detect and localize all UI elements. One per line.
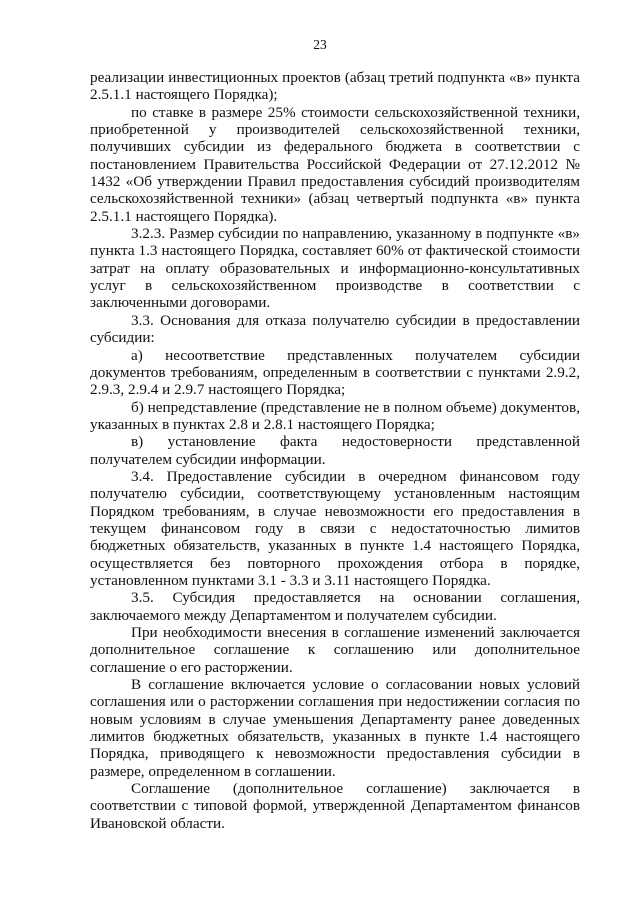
paragraph: а) несоответствие представленных получателем субсидии документов требованиям, определенным в соответствии с пунктами 2.9.2, 2.9.3, 2.9.4 и 2.9.7 настоящего Порядка;	[90, 346, 580, 399]
paragraph: в) установление факта недостоверности представленной получателем субсидии информации.	[90, 433, 580, 468]
paragraph: 3.4. Предоставление субсидии в очередном финансовом году получателю субсидии, соответствующему установленным настоящим Порядком требованиям, в случае невозможности его предоставления в текущем финансовом году в связи с недостаточностью лимитов бюджетных обязательств, указанных в пункте 1.4 настоящего Порядка, осуществляется без повторного прохождения отбора в порядке, установленном пунктами 3.1 - 3.3 и 3.11 настоящего Порядка.	[90, 467, 580, 589]
paragraph: 3.5. Субсидия предоставляется на основании соглашения, заключаемого между Департаментом и получателем субсидии.	[90, 589, 580, 624]
page-number: 23	[313, 37, 327, 52]
paragraph: При необходимости внесения в соглашение изменений заключается дополнительное соглашение к соглашению или дополнительное соглашение о его расторжении.	[90, 624, 580, 676]
document-body	[90, 69, 580, 832]
paragraph: 3.2.3. Размер субсидии по направлению, указанному в подпункте «в» пункта 1.3 настоящего Порядка, составляет 60% от фактической стоимости затрат на оплату образовательных и информационно-консультативных услуг в сельскохозяйственном производстве в соответствии с заключенными договорами.	[90, 225, 580, 312]
paragraph: 3.3. Основания для отказа получателю субсидии в предоставлении субсидии:	[90, 311, 580, 347]
paragraph: В соглашение включается условие о согласовании новых условий соглашения или о расторжении соглашения при недостижении согласия по новым условиям в случае уменьшения Департаменту ранее доведенных лимитов бюджетных обязательств, указанных в пункте 1.4 настоящего Порядка, приводящего к невозможности предоставления субсидии в размере, определенном в соглашении.	[90, 676, 580, 780]
paragraph: Соглашение (дополнительное соглашение) заключается в соответствии с типовой формой, утвержденной Департаментом финансов Ивановской области.	[90, 780, 580, 832]
paragraph: по ставке в размере 25% стоимости сельскохозяйственной техники, приобретенной у производителей сельскохозяйственной техники, получивших субсидии из федерального бюджета в соответствии с постановлением Правительства Российской Федерации от 27.12.2012 № 1432 «Об утверждении Правил предоставления субсидий производителям сельскохозяйственной техники» (абзац четвертый подпункта «в» пункта 2.5.1.1 настоящего Порядка).	[90, 103, 580, 225]
paragraph: б) непредставление (представление не в полном объеме) документов, указанных в пунктах 2.8 и 2.8.1 настоящего Порядка;	[90, 398, 580, 433]
paragraph: реализации инвестиционных проектов (абзац третий подпункта «в» пункта 2.5.1.1 настоящего Порядка);	[90, 69, 580, 104]
